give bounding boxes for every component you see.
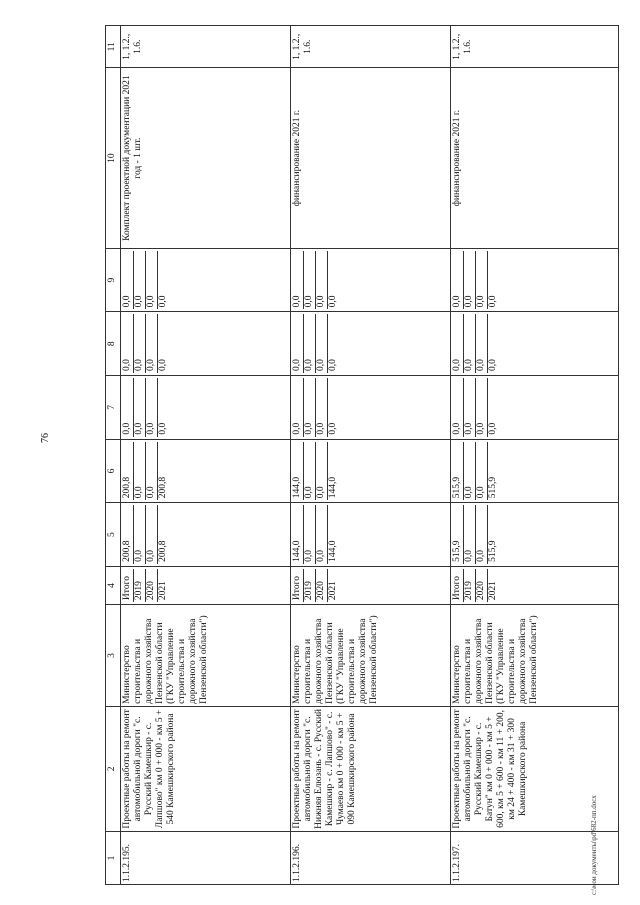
value: 200,8 xyxy=(158,540,168,562)
year-label: 2020 xyxy=(476,569,488,602)
value: 0,0 xyxy=(316,505,328,564)
header-cell: 6 xyxy=(106,439,121,503)
value: 0,0 xyxy=(452,378,464,437)
value: 0,0 xyxy=(122,251,134,310)
value: 0,0 xyxy=(158,295,168,308)
year-label: 2021 xyxy=(158,581,168,601)
file-path-footer: c:\мои документы\pd\682-пп.docx xyxy=(590,795,598,895)
regional-funding xyxy=(121,439,291,503)
other-funding xyxy=(451,248,619,312)
value: 0,0 xyxy=(464,442,476,501)
value: 0,0 xyxy=(304,442,316,501)
year-label: 2021 xyxy=(488,581,498,601)
value: 515,9 xyxy=(488,476,498,499)
federal-funding xyxy=(291,376,451,440)
value: 0,0 xyxy=(316,251,328,310)
value: 0,0 xyxy=(134,314,146,373)
value: 0,0 xyxy=(476,251,488,310)
total-funding xyxy=(451,503,619,567)
local-funding xyxy=(451,312,619,376)
work-name: Проектные работы на ремонт автомобильной дороги "с. Русский Камешкир - с. Лапшово" км 0 + 000 - км 5 + 540 Камешкирского района xyxy=(121,706,291,831)
years-cell xyxy=(121,566,291,604)
table-row xyxy=(291,26,451,885)
value: 0,0 xyxy=(146,505,158,564)
value: 0,0 xyxy=(122,378,134,437)
page-number: 76 xyxy=(40,433,51,443)
header-cell: 8 xyxy=(106,312,121,376)
value: 515,9 xyxy=(488,540,498,562)
value: 0,0 xyxy=(292,314,304,373)
value: 0,0 xyxy=(158,359,168,372)
value: 0,0 xyxy=(292,378,304,437)
value: 0,0 xyxy=(134,251,146,310)
indicator-link: 1, 1.2., 1.6. xyxy=(291,26,451,68)
years-cell xyxy=(451,566,619,604)
value: 0,0 xyxy=(134,505,146,564)
value: 200,8 xyxy=(122,505,134,564)
value: 0,0 xyxy=(292,251,304,310)
value: 0,0 xyxy=(134,442,146,501)
table-row xyxy=(121,26,291,885)
year-label: 2020 xyxy=(316,569,328,602)
year-label: 2019 xyxy=(304,569,316,602)
value: 0,0 xyxy=(452,251,464,310)
value: 200,8 xyxy=(158,476,168,499)
value: 0,0 xyxy=(146,442,158,501)
value: 0,0 xyxy=(476,314,488,373)
value: 0,0 xyxy=(476,378,488,437)
header-cell: 2 xyxy=(106,706,121,831)
other-funding xyxy=(291,248,451,312)
total-funding xyxy=(291,503,451,567)
year-label: 2021 xyxy=(328,581,338,601)
row-number: 1.1.2.197. xyxy=(451,831,619,884)
value: 0,0 xyxy=(122,314,134,373)
executor: Министерство строительства и дорожного хозяйства Пензенской области (ГКУ "Управление строительства и дорожного хозяйства Пензенской области") xyxy=(121,605,291,707)
value: 200,8 xyxy=(122,442,134,501)
other-funding xyxy=(121,248,291,312)
header-cell: 5 xyxy=(106,503,121,567)
value: 0,0 xyxy=(304,505,316,564)
row-number: 1.1.2.196. xyxy=(291,831,451,884)
year-label: 2020 xyxy=(146,569,158,602)
value: 0,0 xyxy=(452,314,464,373)
header-cell: 9 xyxy=(106,248,121,312)
value: 0,0 xyxy=(488,359,498,372)
header-cell: 3 xyxy=(106,605,121,707)
federal-funding xyxy=(121,376,291,440)
value: 0,0 xyxy=(328,295,338,308)
value: 144,0 xyxy=(292,442,304,501)
header-cell: 11 xyxy=(106,26,121,68)
local-funding xyxy=(121,312,291,376)
value: 0,0 xyxy=(316,378,328,437)
expected-result: финансирование 2021 г. xyxy=(451,68,619,248)
indicator-link: 1, 1.2., 1.6. xyxy=(451,26,619,68)
header-cell: 7 xyxy=(106,376,121,440)
value: 0,0 xyxy=(134,378,146,437)
expected-result: финансирование 2021 г. xyxy=(291,68,451,248)
work-name: Проектные работы на ремонт автомобильной дороги "с. Русский Камешкир - с. Батун" км 0 + 000 - км 5 + 600, км 5 + 600 - км 11 + 200, км 24 + 400 - км 31 + 300 Камешкирского района xyxy=(451,706,619,831)
value: 0,0 xyxy=(146,314,158,373)
expected-result: Комплект проектной документации 2021 год - 1 шт. xyxy=(121,68,291,248)
value: 144,0 xyxy=(292,505,304,564)
value: 144,0 xyxy=(328,540,338,562)
value: 0,0 xyxy=(328,359,338,372)
executor: Министерство строительства и дорожного хозяйства Пензенской области (ГКУ "Управление строительства и дорожного хозяйства Пензенской области") xyxy=(451,605,619,707)
value: 0,0 xyxy=(158,422,168,435)
local-funding xyxy=(291,312,451,376)
year-label: Итого xyxy=(122,569,134,602)
value: 0,0 xyxy=(488,295,498,308)
value: 0,0 xyxy=(464,378,476,437)
work-name: Проектные работы на ремонт автомобильной дороги "с. Нижняя Елюзань - с. Русский Камешкир - с. Лапшово" - с. Чумаево км 0 + 000 - км 5 + 090 Камешкирского района xyxy=(291,706,451,831)
header-cell: 1 xyxy=(106,831,121,884)
year-label: 2019 xyxy=(464,569,476,602)
value: 0,0 xyxy=(304,378,316,437)
years-cell xyxy=(291,566,451,604)
header-cell: 4 xyxy=(106,566,121,604)
value: 144,0 xyxy=(328,476,338,499)
value: 515,9 xyxy=(452,442,464,501)
executor: Министерство строительства и дорожного хозяйства Пензенской области (ГКУ "Управление строительства и дорожного хозяйства Пензенской области") xyxy=(291,605,451,707)
program-table xyxy=(105,25,619,885)
value: 0,0 xyxy=(464,251,476,310)
value: 0,0 xyxy=(146,378,158,437)
value: 0,0 xyxy=(476,442,488,501)
regional-funding xyxy=(451,439,619,503)
regional-funding xyxy=(291,439,451,503)
indicator-link: 1, 1.2., 1.6. xyxy=(121,26,291,68)
year-label: Итого xyxy=(292,569,304,602)
value: 0,0 xyxy=(464,505,476,564)
value: 0,0 xyxy=(476,505,488,564)
value: 0,0 xyxy=(316,442,328,501)
header-row xyxy=(106,26,121,885)
year-label: Итого xyxy=(452,569,464,602)
header-cell: 10 xyxy=(106,68,121,248)
year-label: 2019 xyxy=(134,569,146,602)
row-number: 1.1.2.195. xyxy=(121,831,291,884)
total-funding xyxy=(121,503,291,567)
rotated-table-wrapper xyxy=(105,25,635,885)
value: 0,0 xyxy=(316,314,328,373)
value: 0,0 xyxy=(488,422,498,435)
value: 0,0 xyxy=(304,251,316,310)
value: 0,0 xyxy=(328,422,338,435)
value: 0,0 xyxy=(304,314,316,373)
value: 515,9 xyxy=(452,505,464,564)
value: 0,0 xyxy=(146,251,158,310)
federal-funding xyxy=(451,376,619,440)
table-row xyxy=(451,26,619,885)
value: 0,0 xyxy=(464,314,476,373)
